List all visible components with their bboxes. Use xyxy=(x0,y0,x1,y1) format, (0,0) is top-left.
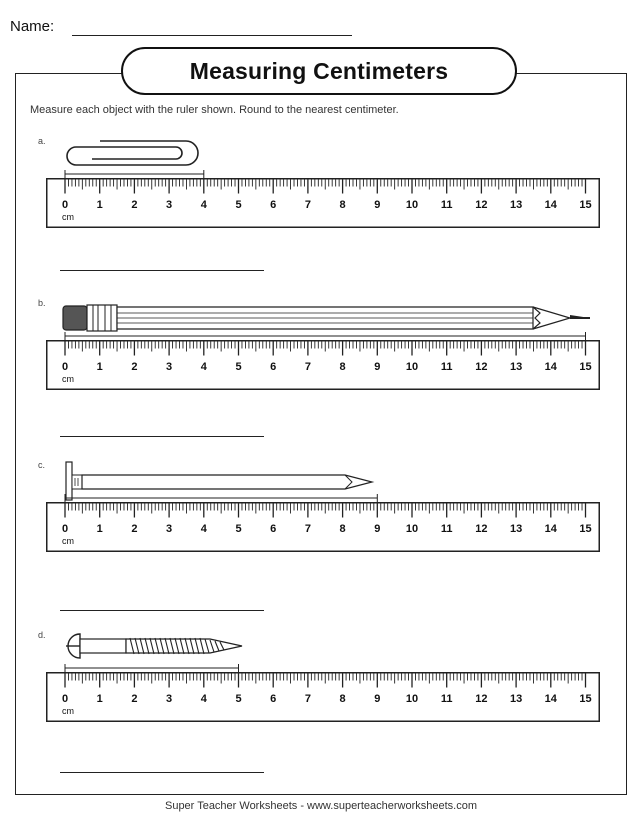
ruler-unit-label: cm xyxy=(62,536,74,546)
ruler-number: 8 xyxy=(339,361,346,373)
ruler-number: 8 xyxy=(339,693,346,705)
ruler-number: 5 xyxy=(235,693,242,705)
ruler-number: 2 xyxy=(131,361,138,373)
ruler-number: 12 xyxy=(475,693,488,705)
ruler-number: 6 xyxy=(270,523,277,535)
ruler xyxy=(46,340,600,390)
footer-url[interactable]: www.superteacherworksheets.com xyxy=(307,800,478,812)
ruler-number: 2 xyxy=(131,199,138,211)
ruler-number: 1 xyxy=(96,199,103,211)
ruler-number: 11 xyxy=(440,361,453,373)
ruler-number: 13 xyxy=(509,361,523,373)
ruler-number: 11 xyxy=(440,199,453,211)
ruler xyxy=(46,502,600,552)
footer-site-name: Super Teacher Worksheets xyxy=(164,800,298,812)
answer-line[interactable] xyxy=(60,270,264,271)
problem-label: b. xyxy=(38,298,46,308)
ruler-number: 6 xyxy=(270,361,277,373)
ruler-number: 2 xyxy=(131,523,138,535)
ruler-number: 14 xyxy=(544,693,557,705)
ruler-number: 5 xyxy=(235,523,242,535)
ruler-number: 0 xyxy=(61,693,69,705)
measure-bracket xyxy=(0,170,642,180)
ruler-number: 1 xyxy=(96,693,103,705)
ruler xyxy=(46,178,600,228)
ruler-number: 8 xyxy=(339,199,346,211)
ruler-number: 7 xyxy=(304,361,311,373)
ruler-svg xyxy=(46,672,600,722)
ruler-number: 15 xyxy=(579,361,592,373)
ruler-number: 10 xyxy=(405,523,419,535)
ruler-unit-label: cm xyxy=(62,706,74,716)
answer-line[interactable] xyxy=(60,436,264,437)
ruler-number: 15 xyxy=(579,693,592,705)
ruler-number: 10 xyxy=(405,693,419,705)
page-title: Measuring Centimeters xyxy=(121,47,517,95)
answer-line[interactable] xyxy=(60,610,264,611)
ruler-number: 12 xyxy=(475,361,488,373)
ruler-number: 4 xyxy=(200,693,207,705)
ruler-number: 4 xyxy=(200,523,207,535)
ruler-number: 9 xyxy=(374,199,381,211)
ruler-number: 7 xyxy=(304,199,311,211)
ruler-number: 12 xyxy=(475,523,488,535)
ruler-number: 15 xyxy=(579,199,592,211)
name-line[interactable] xyxy=(72,35,352,36)
ruler-number: 0 xyxy=(61,523,69,535)
measure-bracket xyxy=(0,664,642,674)
ruler-number: 3 xyxy=(166,523,173,535)
ruler-number: 6 xyxy=(270,693,277,705)
ruler-number: 11 xyxy=(440,523,453,535)
ruler xyxy=(46,672,600,722)
ruler-number: 1 xyxy=(96,523,103,535)
ruler-number: 13 xyxy=(509,199,523,211)
ruler-number: 13 xyxy=(509,523,523,535)
instructions-text: Measure each object with the ruler shown. Round to the nearest centimeter. xyxy=(30,104,399,116)
ruler-number: 7 xyxy=(304,693,311,705)
problem-label: d. xyxy=(38,630,46,640)
ruler-number: 10 xyxy=(405,361,419,373)
ruler-number: 10 xyxy=(405,199,419,211)
ruler-number: 4 xyxy=(200,199,207,211)
ruler-number: 3 xyxy=(166,361,173,373)
problem-label: c. xyxy=(38,460,46,470)
ruler-number: 13 xyxy=(509,693,523,705)
ruler-number: 3 xyxy=(166,693,173,705)
ruler-number: 15 xyxy=(579,523,592,535)
ruler-svg xyxy=(46,178,600,228)
measure-bracket xyxy=(0,494,642,504)
ruler-number: 8 xyxy=(339,523,346,535)
ruler-svg xyxy=(46,502,600,552)
problem-d xyxy=(0,630,642,820)
ruler-number: 0 xyxy=(61,361,69,373)
ruler-number: 4 xyxy=(200,361,207,373)
ruler-number: 0 xyxy=(61,199,69,211)
ruler-number: 14 xyxy=(544,523,557,535)
ruler-number: 14 xyxy=(544,361,557,373)
measure-bracket xyxy=(0,332,642,342)
ruler-svg xyxy=(46,340,600,390)
footer-separator: - xyxy=(297,800,308,812)
answer-line[interactable] xyxy=(60,772,264,773)
ruler-number: 5 xyxy=(235,199,242,211)
ruler-number: 6 xyxy=(270,199,277,211)
ruler-number: 7 xyxy=(304,523,311,535)
ruler-number: 12 xyxy=(475,199,488,211)
ruler-number: 3 xyxy=(166,199,173,211)
ruler-number: 5 xyxy=(235,361,242,373)
ruler-number: 9 xyxy=(374,361,381,373)
footer xyxy=(0,800,642,812)
problem-c xyxy=(0,460,642,650)
ruler-unit-label: cm xyxy=(62,374,74,384)
ruler-number: 11 xyxy=(440,693,453,705)
ruler-number: 9 xyxy=(374,523,381,535)
ruler-unit-label: cm xyxy=(62,212,74,222)
ruler-number: 14 xyxy=(544,199,557,211)
problem-label: a. xyxy=(38,136,46,146)
ruler-number: 2 xyxy=(131,693,138,705)
ruler-number: 9 xyxy=(374,693,381,705)
ruler-number: 1 xyxy=(96,361,103,373)
name-label: Name: xyxy=(10,18,55,35)
